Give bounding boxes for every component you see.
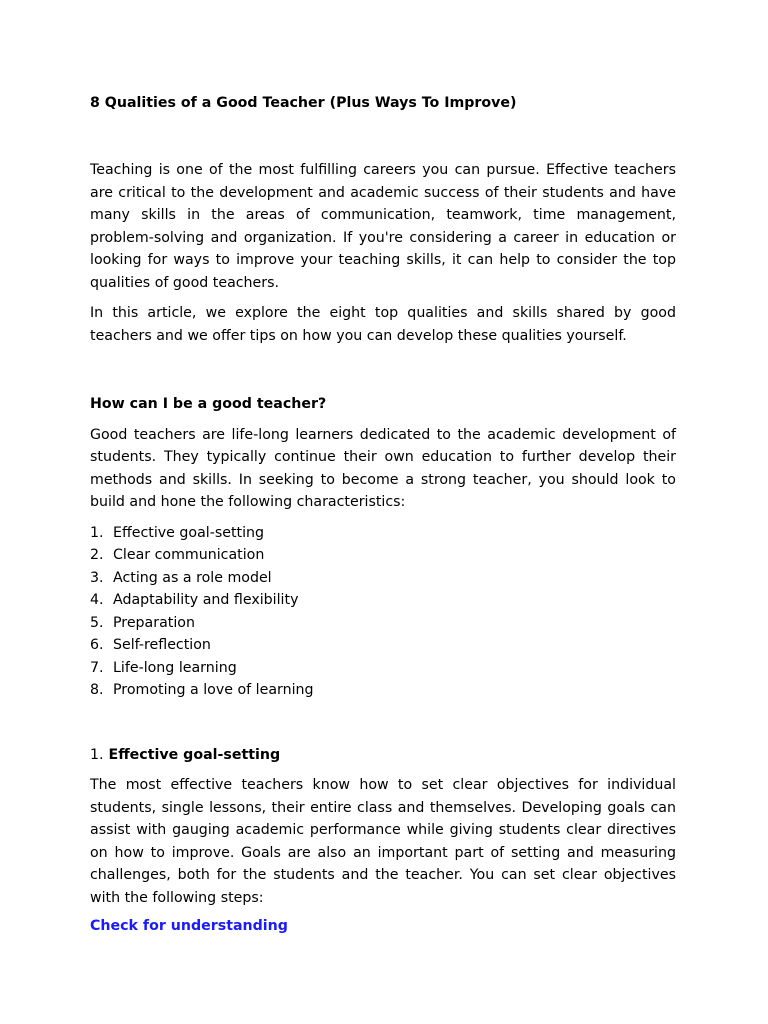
document-title: 8 Qualities of a Good Teacher (Plus Ways To Improve) [90,95,517,111]
list-item-number: 8. [90,682,104,698]
list-item-number: 5. [90,614,104,631]
list-item-number: 7. [90,659,104,676]
list-item-number: 2. [90,547,104,563]
list-item-number: 4. [90,592,104,608]
list-item [90,522,676,545]
check-for-understanding-link[interactable]: Check for understanding [90,918,288,934]
list-item [90,679,676,702]
list-item [90,657,676,680]
list-item [90,634,676,657]
list-item-text: Life-long learning [113,659,237,676]
list-item-number: 6. [90,637,104,653]
list-item-text: Preparation [113,614,195,631]
qualities-list [90,522,676,702]
section-how-paragraph: Good teachers are life-long learners dedicated to the academic development of students. They typically continue their own education to further develop their methods and skills. In seeking to become a strong teacher, you should look to build and hone the following characteristics: [90,426,676,510]
list-item-text: Adaptability and flexibility [113,592,299,608]
list-item-text: Promoting a love of learning [113,682,314,698]
list-item-text: Self-reflection [113,637,211,653]
goal-setting-paragraph: The most effective teachers know how to set clear objectives for individual students, single lessons, their entire class and themselves. Developing goals can assist with gauging academic performance while giving students clear directives on how to improve. Goals are also an important part of setting and measuring challenges, both for the students and the teacher. You can set clear objectives with the following steps: [90,777,676,906]
section-heading-how: How can I be a good teacher? [90,396,327,412]
intro-paragraph-1: Teaching is one of the most fulfilling careers you can pursue. Effective teachers are critical to the development and academic success of their students and have many skills in the areas of communication, teamwork, time management, problem-solving and organization. If you're considering a career in education or looking for ways to improve your teaching skills, it can help to consider the top qualities of good teachers. [90,162,676,291]
list-item-number: 1. [90,524,104,541]
list-item-text: Clear communication [113,547,265,563]
intro-paragraph-2: In this article, we explore the eight top qualities and skills shared by good teachers and we offer tips on how you can develop these qualities yourself. [90,305,676,344]
list-item [90,612,676,635]
section-heading-goal-setting [90,744,676,767]
list-item-text: Acting as a role model [113,569,272,586]
list-item [90,544,676,567]
list-item-text: Effective goal-setting [113,524,265,541]
section-title: Effective goal-setting [108,746,281,763]
list-item-number: 3. [90,569,104,586]
list-item [90,589,676,612]
document-page [90,92,676,938]
section-number: 1. [90,746,104,763]
list-item [90,567,676,590]
